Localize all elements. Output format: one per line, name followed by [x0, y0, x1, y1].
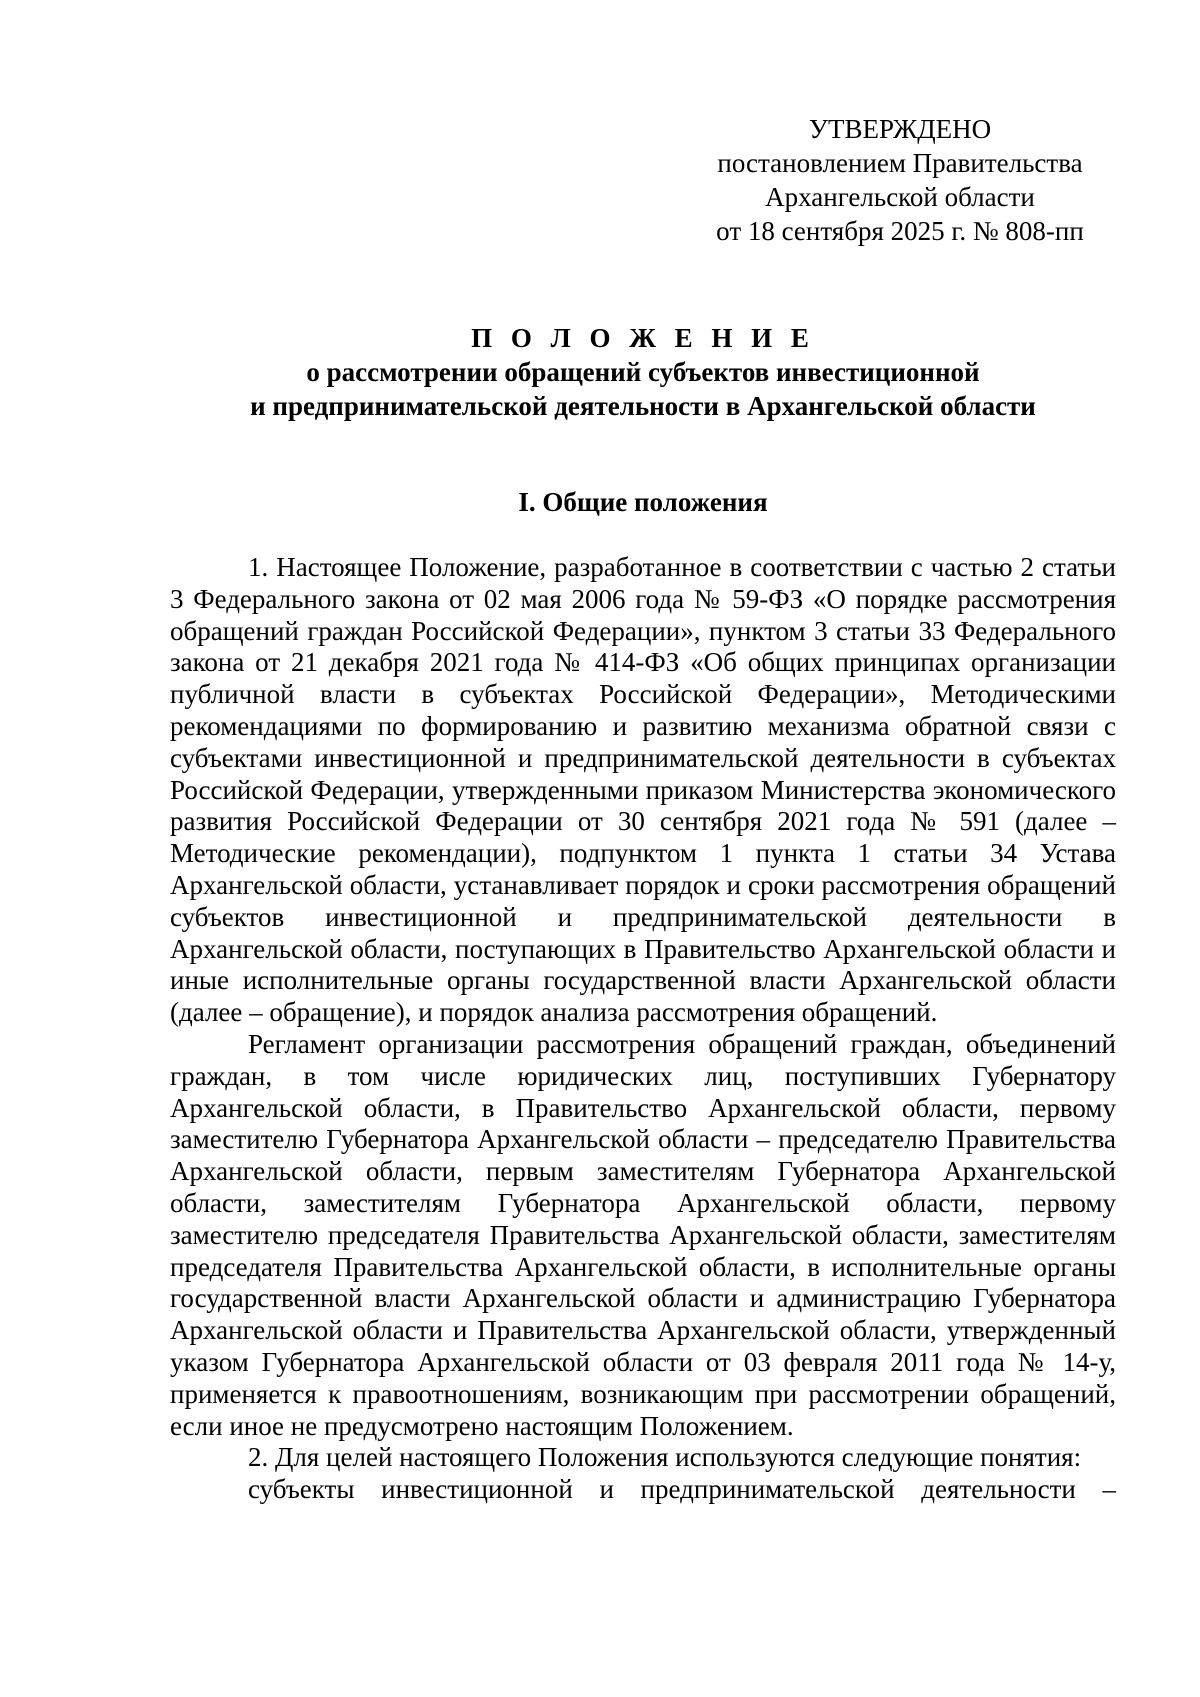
paragraph-3: 2. Для целей настоящего Положения используются следующие понятия: [248, 1442, 1082, 1473]
document-title-line-2: и предпринимательской деятельности в Архангельской области [250, 391, 1036, 421]
document-body [170, 552, 1116, 1506]
document-title [170, 321, 1116, 423]
paragraph-2: Регламент организации рассмотрения обращений граждан, объединений граждан, в том числе юридических лиц, поступивших Губернатору Архангельской области, в Правительство Архангельской области, первому заместителю Губернатора Архангельской области – председателю Правительства Архангельской области, первым заместителям Губернатора Архангельской области, заместителям Губернатора Архангельской области, первому заместителю председателя Правительства Архангельской области, заместителям председателя Правительства Архангельской области, в исполнительные органы государственной власти Архангельской области и администрацию Губернатора Архангельской области и Правительства Архангельской области, утвержденный указом Губернатора Архангельской области от 03 февраля 2011 года № 14-у, применяется к правоотношениям, возникающим при рассмотрении обращений, если иное не предусмотрено настоящим Положением. [170, 1028, 1116, 1441]
approval-date-number-line: от 18 сентября 2025 г. № 808-пп [716, 216, 1084, 246]
approval-issuer-line: постановлением Правительства [717, 148, 1083, 178]
approval-region-line: Архангельской области [765, 182, 1035, 212]
paragraph-4: субъекты инвестиционной и предпринимательской деятельности – [248, 1474, 1116, 1505]
approval-approved-label: УТВЕРЖДЕНО [808, 114, 992, 144]
document-title-line-1: о рассмотрении обращений субъектов инвестиционной [306, 357, 980, 387]
paragraph-1: 1. Настоящее Положение, разработанное в соответствии с частью 2 статьи 3 Федерального закона от 02 мая 2006 года № 59-ФЗ «О порядке рассмотрения обращений граждан Российской Федерации», пунктом 3 статьи 33 Федерального закона от 21 декабря 2021 года № 414-ФЗ «Об общих принципах организации публичной власти в субъектах Российской Федерации», Методическими рекомендациями по формированию и развитию механизма обратной связи с субъектами инвестиционной и предпринимательской деятельности в субъектах Российской Федерации, утвержденными приказом Министерства экономического развития Российской Федерации от 30 сентября 2021 года № 591 (далее – Методические рекомендации), подпунктом 1 пункта 1 статьи 34 Устава Архангельской области, устанавливает порядок и сроки рассмотрения обращений субъектов инвестиционной и предпринимательской деятельности в Архангельской области, поступающих в Правительство Архангельской области и иные исполнительные органы государственной власти Архангельской области (далее – обращение), и порядок анализа рассмотрения обращений. [170, 552, 1116, 1028]
section-heading: I. Общие положения [518, 487, 768, 517]
approval-stamp [690, 112, 1110, 248]
document-title-heading: П О Л О Ж Е Н И Е [471, 323, 815, 353]
